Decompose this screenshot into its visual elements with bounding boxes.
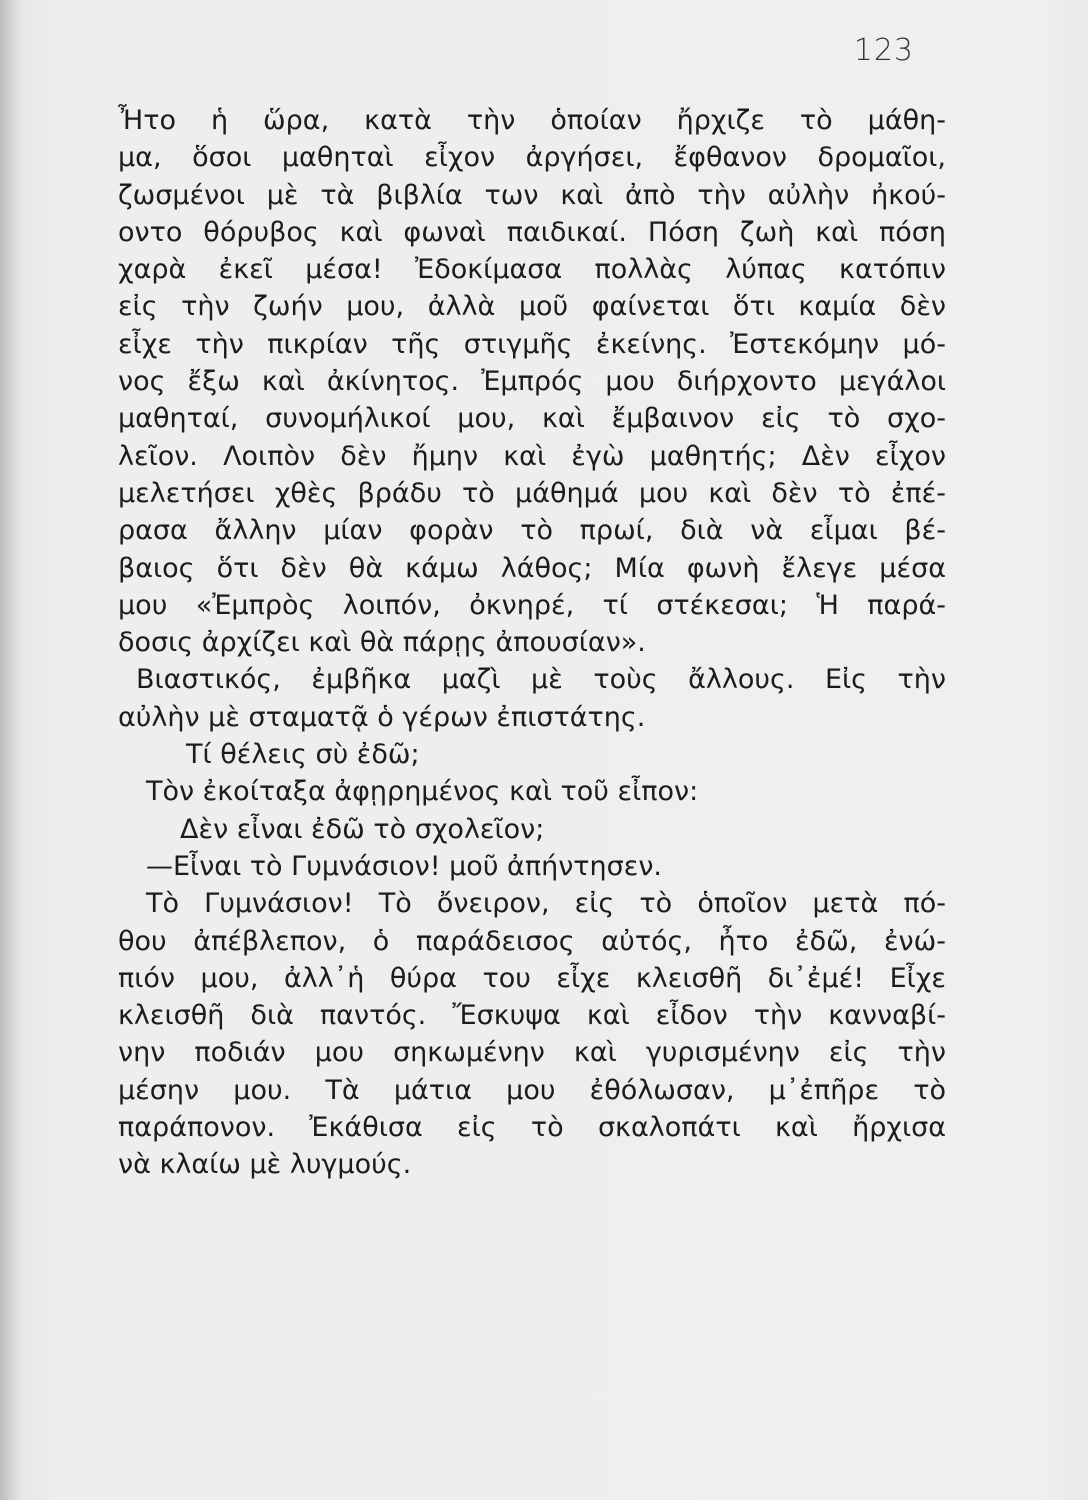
text-line: εἰς τὴν ζωήν μου, ἀλλὰ μοῦ φαίνεται ὅτι καμία δὲν [118,291,946,323]
text-line: νὰ κλαίω μὲ λυγμούς. [118,1149,412,1181]
text-line: εἶχε τὴν πικρίαν τῆς στιγμῆς ἐκείνης. Ἐστεκόμην μό- [118,328,946,360]
text-line: χαρὰ ἐκεῖ μέσα! Ἐδοκίμασα πολλὰς λύπας κατόπιν [118,254,946,286]
text-line: δοσις ἀρχίζει καὶ θὰ πάρῃς ἀπουσίαν». [118,627,646,659]
text-line: λεῖον. Λοιπὸν δὲν ἤμην καὶ ἐγὼ μαθητής; Δὲν εἶχον [118,440,946,472]
text-line: νην ποδιάν μου σηκωμένην καὶ γυρισμένην εἰς τὴν [118,1037,946,1069]
text-line: οντο θόρυβος καὶ φωναὶ παιδικαί. Πόση ζωὴ καὶ πόση [118,216,946,248]
text-line: αὐλὴν μὲ σταματᾷ ὁ γέρων ἐπιστάτης. [118,701,646,733]
text-line: Τὸν ἐκοίταξα ἀφῃρημένος καὶ τοῦ εἶπον: [146,776,699,808]
text-line: νος ἔξω καὶ ἀκίνητος. Ἐμπρός μου διήρχοντο μεγάλοι [118,366,946,398]
text-line: μα, ὅσοι μαθηταὶ εἶχον ἀργήσει, ἔφθανον δρομαῖοι, [118,142,946,174]
text-line: ζωσμένοι μὲ τὰ βιβλία των καὶ ἀπὸ τὴν αὐλὴν ἠκού- [118,179,946,211]
text-line: μελετήσει χθὲς βράδυ τὸ μάθημά μου καὶ δὲν τὸ ἐπέ- [118,477,946,509]
text-line: ρασα ἄλλην μίαν φορὰν τὸ πρωί, διὰ νὰ εἶμαι βέ- [118,515,946,547]
text-line: θου ἀπέβλεπον, ὁ παράδεισος αὐτός, ἦτο ἐδῶ, ἐνώ- [118,925,946,957]
text-line: Βιαστικός, ἐμβῆκα μαζὶ μὲ τοὺς ἄλλους. Εἰς τὴν [136,664,946,696]
text-line: πιόν μου, ἀλλ᾿ἡ θύρα του εἶχε κλεισθῆ δι᾿ἐμέ! Εἶχε [118,962,946,994]
text-line: Τὸ Γυμνάσιον! Τὸ ὄνειρον, εἰς τὸ ὁποῖον μετὰ πό- [146,888,946,920]
text-line: μου «Ἐμπρὸς λοιπόν, ὀκνηρέ, τί στέκεσαι; Ἡ παρά- [118,589,946,621]
text-line: μαθηταί, συνομήλικοί μου, καὶ ἔμβαινον εἰς τὸ σχο- [118,403,946,435]
body-text [118,102,946,1184]
text-line: Ἦτο ἡ ὥρα, κατὰ τὴν ὁποίαν ἤρχιζε τὸ μάθη- [118,105,946,136]
text-line: Τί θέλεις σὺ ἐδῶ; [186,739,420,771]
text-line: Δὲν εἶναι ἐδῶ τὸ σχολεῖον; [180,813,545,845]
text-line: παράπονον. Ἐκάθισα εἰς τὸ σκαλοπάτι καὶ ἤρχισα [118,1112,946,1144]
text-line: κλεισθῆ διὰ παντός. Ἔσκυψα καὶ εἶδον τὴν κανναβί- [118,1000,946,1032]
page-number: 123 [853,33,914,68]
text-line: μέσην μου. Τὰ μάτια μου ἐθόλωσαν, μ᾿ἐπῆρε τὸ [118,1074,946,1106]
binding-edge [0,0,22,1500]
text-line: —Εἶναι τὸ Γυμνάσιον! μοῦ ἀπήντησεν. [146,850,663,882]
text-line: βαιος ὅτι δὲν θὰ κάμω λάθος; Μία φωνὴ ἔλεγε μέσα [118,552,946,584]
